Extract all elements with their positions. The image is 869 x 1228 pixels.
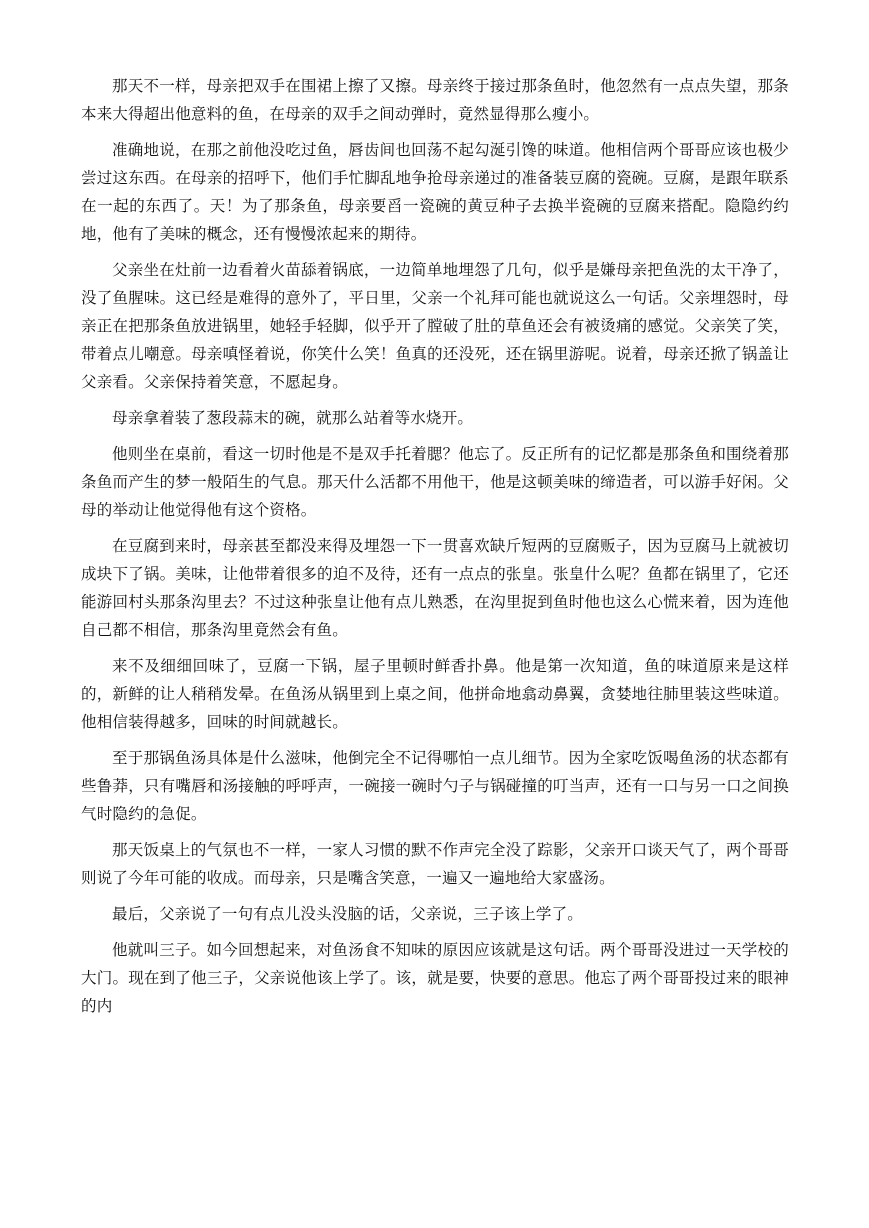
paragraph-2: 准确地说，在那之前他没吃过鱼，唇齿间也回荡不起勾涎引馋的味道。他相信两个哥哥应该也极少尝过这东西。在母亲的招呼下，他们手忙脚乱地争抢母亲递过的准备装豆腐的瓷碗。豆腐，是跟年联系在一起的东西了。天！为了那条鱼，母亲要舀一瓷碗的黄豆种子去换半瓷碗的豆腐来搭配。隐隐约约地，他有了美味的概念，还有慢慢浓起来的期待。 [81,141,789,243]
paragraph-10: 最后，父亲说了一句有点儿没头没脑的话，父亲说，三子该上学了。 [112,905,584,923]
paragraph-8: 至于那锅鱼汤具体是什么滋味，他倒完全不记得哪怕一点儿细节。因为全家吃饭喝鱼汤的状态都有些鲁莽，只有嘴唇和汤接触的呼呼声，一碗接一碗时勺子与锅碰撞的叮当声，还有一口与另一口之间换气时隐约的急促。 [81,749,789,823]
paragraph-3: 父亲坐在灶前一边看着火苗舔着锅底，一边简单地埋怨了几句，似乎是嫌母亲把鱼洗的太干净了，没了鱼腥味。这已经是难得的意外了，平日里，父亲一个礼拜可能也就说这么一句话。父亲埋怨时，母亲正在把那条鱼放进锅里，她轻手轻脚，似乎开了膛破了肚的草鱼还会有被烫痛的感觉。父亲笑了笑，带着点儿嘲意。母亲嗔怪着说，你笑什么笑！鱼真的还没死，还在锅里游呢。说着，母亲还掀了锅盖让父亲看。父亲保持着笑意，不愿起身。 [81,261,789,391]
paragraph-7: 来不及细细回味了，豆腐一下锅，屋子里顿时鲜香扑鼻。他是第一次知道，鱼的味道原来是这样的，新鲜的让人稍稍发晕。在鱼汤从锅里到上桌之间，他拼命地翕动鼻翼，贪婪地往肺里装这些味道。他相信装得越多，回味的时间就越长。 [81,657,789,731]
paragraph-11: 他就叫三子。如今回想起来，对鱼汤食不知味的原因应该就是这句话。两个哥哥没进过一天学校的大门。现在到了他三子，父亲说他该上学了。该，就是要，快要的意思。他忘了两个哥哥投过来的眼神的内 [81,941,789,1015]
paragraph-4: 母亲拿着装了葱段蒜末的碗，就那么站着等水烧开。 [112,409,474,427]
paragraph-5: 他则坐在桌前，看这一切时他是不是双手托着腮？他忘了。反正所有的记忆都是那条鱼和围绕着那条鱼而产生的梦一般陌生的气息。那天什么活都不用他干，他是这顿美味的缔造者，可以游手好闲。父母的举动让他觉得他有这个资格。 [81,445,789,519]
paragraph-6: 在豆腐到来时，母亲甚至都没来得及埋怨一下一贯喜欢缺斤短两的豆腐贩子，因为豆腐马上就被切成块下了锅。美味，让他带着很多的迫不及待，还有一点点的张皇。张皇什么呢？鱼都在锅里了，它还能游回村头那条沟里去？不过这种张皇让他有点儿熟悉，在沟里捉到鱼时他也这么心慌来着，因为连他自己都不相信，那条沟里竟然会有鱼。 [81,537,789,639]
paragraph-1: 那天不一样，母亲把双手在围裙上擦了又擦。母亲终于接过那条鱼时，他忽然有一点点失望，那条本来大得超出他意料的鱼，在母亲的双手之间动弹时，竟然显得那么瘦小。 [81,77,789,123]
paragraph-9: 那天饭桌上的气氛也不一样，一家人习惯的默不作声完全没了踪影，父亲开口谈天气了，两个哥哥则说了今年可能的收成。而母亲，只是嘴含笑意，一遍又一遍地给大家盛汤。 [81,841,789,887]
document-body [81,72,789,1028]
